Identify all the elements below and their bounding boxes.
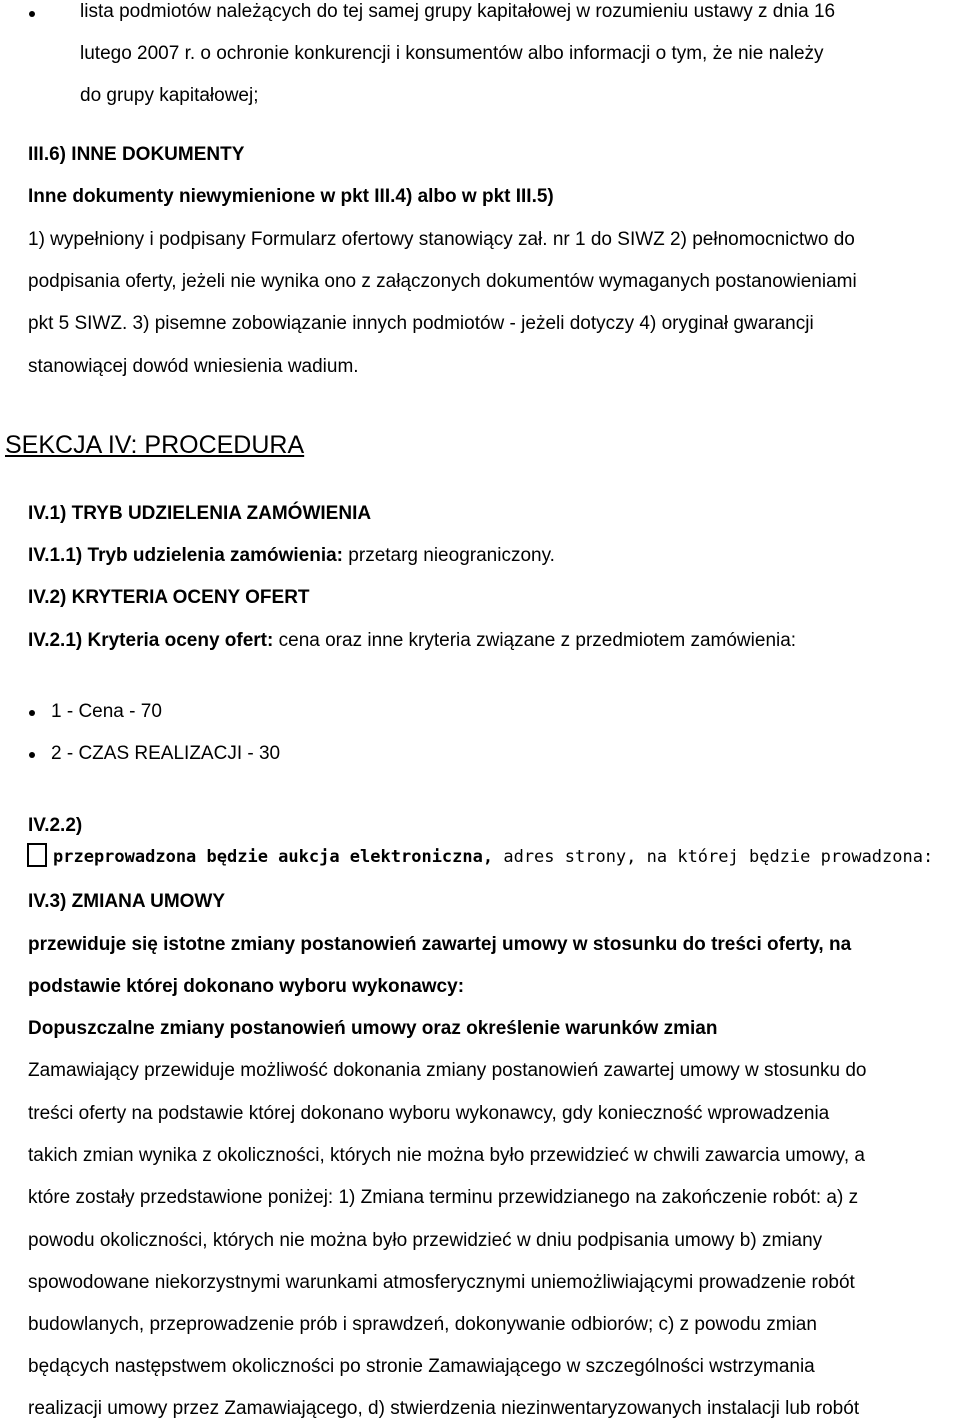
bullet-icon [29, 752, 35, 758]
auction-label: przeprowadzona będzie aukcja elektroniczna, [53, 847, 494, 867]
list-item-line: lista podmiotów należących do tej samej grupy kapitałowej w rozumieniu ustawy z dnia 16 [80, 1, 836, 22]
auction-checkbox[interactable] [27, 843, 47, 867]
heading-iii-6: III.6) INNE DOKUMENTY [28, 144, 245, 165]
auction-rest: adres strony, na której będzie prowadzona: [493, 847, 934, 867]
paragraph-line: treści oferty na podstawie której dokonano wyboru wykonawcy, gdy konieczność wprowadzenia [28, 1103, 830, 1124]
paragraph-line: podpisania oferty, jeżeli nie wynika ono z załączonych dokumentów wymaganych postanowieniami [28, 271, 857, 292]
bullet-icon [29, 11, 35, 17]
paragraph-line: budowlanych, przeprowadzenie prób i sprawdzeń, dokonywanie odbiorów; c) z powodu zmian [28, 1314, 817, 1335]
criterion-item: 2 - CZAS REALIZACJI - 30 [51, 743, 281, 764]
subheading-other-documents: Inne dokumenty niewymienione w pkt III.4) albo w pkt III.5) [28, 186, 554, 207]
heading-iv-2-2: IV.2.2) [28, 815, 83, 836]
paragraph-line: pkt 5 SIWZ. 3) pisemne zobowiązanie innych podmiotów - jeżeli dotyczy 4) oryginał gwarancji [28, 313, 814, 334]
paragraph-line: które zostały przedstawione poniżej: 1) Zmiana terminu przewidzianego na zakończenie robót: a) z [28, 1187, 859, 1208]
heading-iv-3: IV.3) ZMIANA UMOWY [28, 891, 226, 912]
heading-iv-1: IV.1) TRYB UDZIELENIA ZAMÓWIENIA [28, 503, 372, 524]
section-title: SEKCJA IV: PROCEDURA [5, 431, 305, 459]
auction-line [53, 845, 933, 869]
paragraph-line: będących następstwem okoliczności po stronie Zamawiającego w szczególności wstrzymania [28, 1356, 815, 1377]
paragraph-line: realizacji umowy przez Zamawiającego, d) stwierdzenia niezinwentaryzowanych instalacji lub robót [28, 1398, 860, 1419]
bold-paragraph-line: podstawie której dokonano wyboru wykonawcy: [28, 976, 465, 997]
bullet-icon [29, 710, 35, 716]
procedure-type-line [28, 544, 555, 568]
criterion-item: 1 - Cena - 70 [51, 701, 162, 722]
criteria-label: IV.2.1) Kryteria oceny ofert: [28, 630, 274, 651]
paragraph-line: spowodowane niekorzystnymi warunkami atmosferycznymi uniemożliwiającymi prowadzenie robót [28, 1272, 855, 1293]
paragraph-line: powodu okoliczności, których nie można było przewidzieć w dniu podpisania umowy b) zmiany [28, 1230, 823, 1251]
list-item-line: lutego 2007 r. o ochronie konkurencji i konsumentów albo informacji o tym, że nie należy [80, 43, 824, 64]
procedure-type-value: przetarg nieograniczony. [343, 545, 555, 566]
paragraph-line: 1) wypełniony i podpisany Formularz ofertowy stanowiący zał. nr 1 do SIWZ 2) pełnomocnictwo do [28, 229, 855, 250]
paragraph-line: takich zmian wynika z okoliczności, których nie można było przewidzieć w chwili zawarcia umowy, a [28, 1145, 866, 1166]
heading-iv-2: IV.2) KRYTERIA OCENY OFERT [28, 587, 310, 608]
criteria-line [28, 629, 796, 653]
criteria-value: cena oraz inne kryteria związane z przedmiotem zamówienia: [273, 630, 797, 651]
bold-paragraph-line: przewiduje się istotne zmiany postanowień zawartej umowy w stosunku do treści oferty, na [28, 934, 852, 955]
paragraph-line: Zamawiający przewiduje możliwość dokonania zmiany postanowień zawartej umowy w stosunku do [28, 1060, 867, 1081]
paragraph-line: stanowiącej dowód wniesienia wadium. [28, 356, 359, 377]
procedure-type-label: IV.1.1) Tryb udzielenia zamówienia: [28, 545, 344, 566]
bold-paragraph-line: Dopuszczalne zmiany postanowień umowy oraz określenie warunków zmian [28, 1018, 718, 1039]
list-item-line: do grupy kapitałowej; [80, 85, 259, 106]
